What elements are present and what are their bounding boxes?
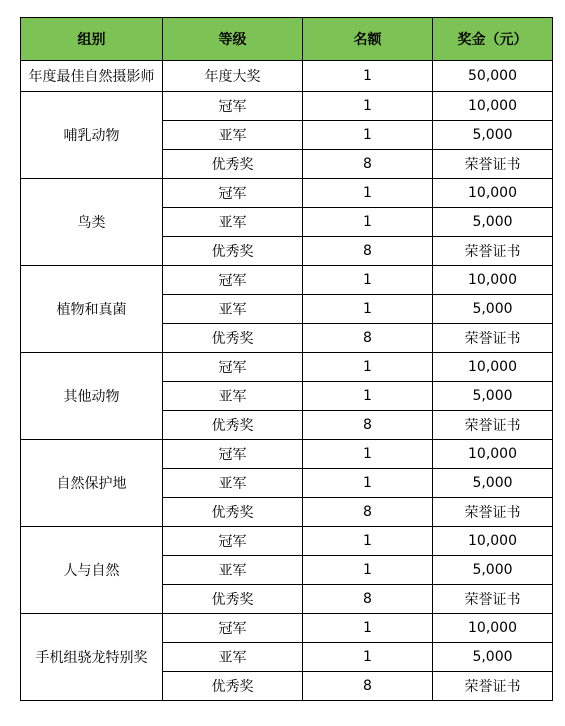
- header-level: 等级: [163, 18, 303, 61]
- count-cell: 8: [303, 411, 433, 440]
- count-cell: 8: [303, 672, 433, 701]
- level-cell: 亚军: [163, 208, 303, 237]
- prize-cell: 5,000: [433, 643, 553, 672]
- level-cell: 亚军: [163, 121, 303, 150]
- count-cell: 1: [303, 614, 433, 643]
- prize-cell: 荣誉证书: [433, 672, 553, 701]
- count-cell: 1: [303, 266, 433, 295]
- level-cell: 亚军: [163, 469, 303, 498]
- prize-cell: 10,000: [433, 527, 553, 556]
- count-cell: 1: [303, 469, 433, 498]
- table-row: [21, 179, 553, 208]
- count-cell: 1: [303, 643, 433, 672]
- prize-cell: 50,000: [433, 61, 553, 92]
- level-cell: 优秀奖: [163, 672, 303, 701]
- level-cell: 冠军: [163, 440, 303, 469]
- count-cell: 8: [303, 324, 433, 353]
- prize-cell: 荣誉证书: [433, 150, 553, 179]
- prize-cell: 荣誉证书: [433, 498, 553, 527]
- level-cell: 优秀奖: [163, 585, 303, 614]
- category-cell: 哺乳动物: [21, 92, 163, 179]
- count-cell: 1: [303, 179, 433, 208]
- table-row: [21, 266, 553, 295]
- count-cell: 8: [303, 150, 433, 179]
- count-cell: 8: [303, 498, 433, 527]
- prize-cell: 荣誉证书: [433, 411, 553, 440]
- table-row: [21, 527, 553, 556]
- count-cell: 1: [303, 353, 433, 382]
- count-cell: 1: [303, 382, 433, 411]
- category-cell: 年度最佳自然摄影师: [21, 61, 163, 92]
- category-cell: 人与自然: [21, 527, 163, 614]
- category-cell: 手机组骁龙特别奖: [21, 614, 163, 701]
- table-row: [21, 614, 553, 643]
- level-cell: 优秀奖: [163, 411, 303, 440]
- level-cell: 冠军: [163, 266, 303, 295]
- count-cell: 1: [303, 295, 433, 324]
- prize-cell: 荣誉证书: [433, 585, 553, 614]
- count-cell: 1: [303, 61, 433, 92]
- count-cell: 1: [303, 92, 433, 121]
- prize-cell: 10,000: [433, 92, 553, 121]
- header-category: 组别: [21, 18, 163, 61]
- prize-cell: 10,000: [433, 440, 553, 469]
- prize-cell: 10,000: [433, 179, 553, 208]
- header-count: 名额: [303, 18, 433, 61]
- table-row: [21, 92, 553, 121]
- prize-cell: 荣誉证书: [433, 237, 553, 266]
- prize-cell: 荣誉证书: [433, 324, 553, 353]
- level-cell: 优秀奖: [163, 324, 303, 353]
- table-row: [21, 440, 553, 469]
- level-cell: 冠军: [163, 353, 303, 382]
- level-cell: 冠军: [163, 614, 303, 643]
- level-cell: 优秀奖: [163, 498, 303, 527]
- level-cell: 冠军: [163, 527, 303, 556]
- table-row-overall: [21, 61, 553, 92]
- prize-cell: 5,000: [433, 121, 553, 150]
- category-cell: 其他动物: [21, 353, 163, 440]
- prize-cell: 5,000: [433, 295, 553, 324]
- count-cell: 1: [303, 121, 433, 150]
- level-cell: 年度大奖: [163, 61, 303, 92]
- prize-cell: 5,000: [433, 382, 553, 411]
- count-cell: 8: [303, 237, 433, 266]
- header-prize: 奖金（元）: [433, 18, 553, 61]
- level-cell: 优秀奖: [163, 150, 303, 179]
- count-cell: 8: [303, 585, 433, 614]
- prize-cell: 5,000: [433, 556, 553, 585]
- category-cell: 自然保护地: [21, 440, 163, 527]
- level-cell: 亚军: [163, 643, 303, 672]
- count-cell: 1: [303, 440, 433, 469]
- level-cell: 冠军: [163, 179, 303, 208]
- prize-cell: 10,000: [433, 614, 553, 643]
- level-cell: 冠军: [163, 92, 303, 121]
- level-cell: 优秀奖: [163, 237, 303, 266]
- prize-cell: 10,000: [433, 266, 553, 295]
- level-cell: 亚军: [163, 556, 303, 585]
- table-header-row: [21, 18, 553, 61]
- table-row: [21, 353, 553, 382]
- prize-cell: 5,000: [433, 469, 553, 498]
- count-cell: 1: [303, 556, 433, 585]
- category-cell: 鸟类: [21, 179, 163, 266]
- prize-cell: 5,000: [433, 208, 553, 237]
- count-cell: 1: [303, 208, 433, 237]
- awards-table: [20, 17, 553, 701]
- count-cell: 1: [303, 527, 433, 556]
- level-cell: 亚军: [163, 382, 303, 411]
- category-cell: 植物和真菌: [21, 266, 163, 353]
- prize-cell: 10,000: [433, 353, 553, 382]
- level-cell: 亚军: [163, 295, 303, 324]
